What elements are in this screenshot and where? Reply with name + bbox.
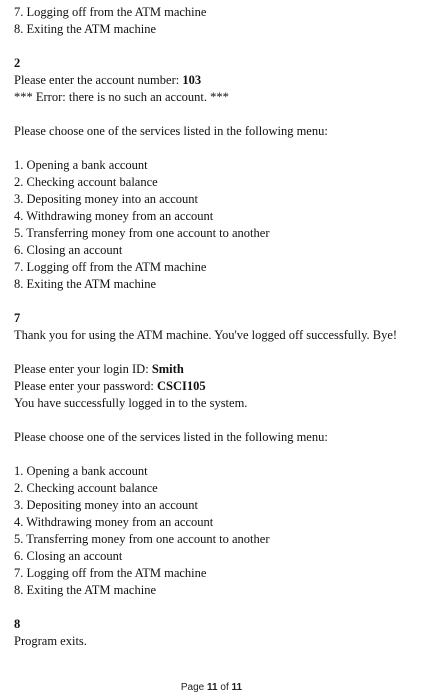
menu-item: 2. Checking account balance: [14, 481, 158, 495]
account-number-line: [14, 72, 415, 89]
menu-item: 3. Depositing money into an account: [14, 192, 198, 206]
user-input-choice: 7: [14, 311, 21, 325]
login-value: Smith: [151, 362, 184, 376]
login-id-line: [14, 361, 415, 378]
menu-item: 5. Transferring money from one account to another: [14, 226, 270, 240]
menu-item: 8. Exiting the ATM machine: [14, 583, 156, 597]
menu-prompt: Please choose one of the services listed in the following menu:: [14, 430, 328, 444]
spacer: [14, 412, 415, 429]
menu-item: 7. Logging off from the ATM machine: [14, 260, 207, 274]
login-prompt: Please enter your login ID:: [14, 362, 152, 376]
menu-item: 1. Opening a bank account: [14, 158, 148, 172]
menu-item: 5. Transferring money from one account to another: [14, 532, 270, 546]
menu-item: 2. Checking account balance: [14, 175, 158, 189]
login-success-message: You have successfully logged in to the system.: [14, 396, 248, 410]
menu-prompt: Please choose one of the services listed in the following menu:: [14, 124, 328, 138]
spacer: [14, 106, 415, 123]
spacer: [14, 293, 415, 310]
password-prompt: Please enter your password:: [14, 379, 158, 393]
menu-item: 7. Logging off from the ATM machine: [14, 566, 207, 580]
exit-message: Program exits.: [14, 634, 87, 648]
spacer: [14, 599, 415, 616]
account-value: 103: [182, 73, 202, 87]
user-input-choice: 2: [14, 56, 21, 70]
page-footer: [0, 682, 423, 693]
error-message: *** Error: there is no such an account. ***: [14, 90, 229, 104]
menu-item: 8. Exiting the ATM machine: [14, 277, 156, 291]
account-prompt: Please enter the account number:: [14, 73, 183, 87]
menu-item: 8. Exiting the ATM machine: [14, 22, 156, 36]
page-of: of: [217, 682, 232, 693]
logoff-message: Thank you for using the ATM machine. You've logged off successfully. Bye!: [14, 328, 398, 342]
page-prefix: Page: [180, 682, 208, 693]
user-input-choice: 8: [14, 617, 21, 631]
password-value: CSCI105: [157, 379, 206, 393]
spacer: [14, 344, 415, 361]
menu-item: 4. Withdrawing money from an account: [14, 209, 214, 223]
spacer: [14, 140, 415, 157]
password-line: [14, 378, 415, 395]
menu-item: 6. Closing an account: [14, 243, 123, 257]
menu-item: 3. Depositing money into an account: [14, 498, 198, 512]
spacer: [14, 38, 415, 55]
page-current: 11: [207, 682, 218, 693]
menu-item: 4. Withdrawing money from an account: [14, 515, 214, 529]
spacer: [14, 446, 415, 463]
menu-item: 1. Opening a bank account: [14, 464, 148, 478]
menu-item: 6. Closing an account: [14, 549, 123, 563]
menu-item: 7. Logging off from the ATM machine: [14, 5, 207, 19]
page-total: 11: [231, 682, 243, 693]
document-page: [14, 4, 415, 650]
